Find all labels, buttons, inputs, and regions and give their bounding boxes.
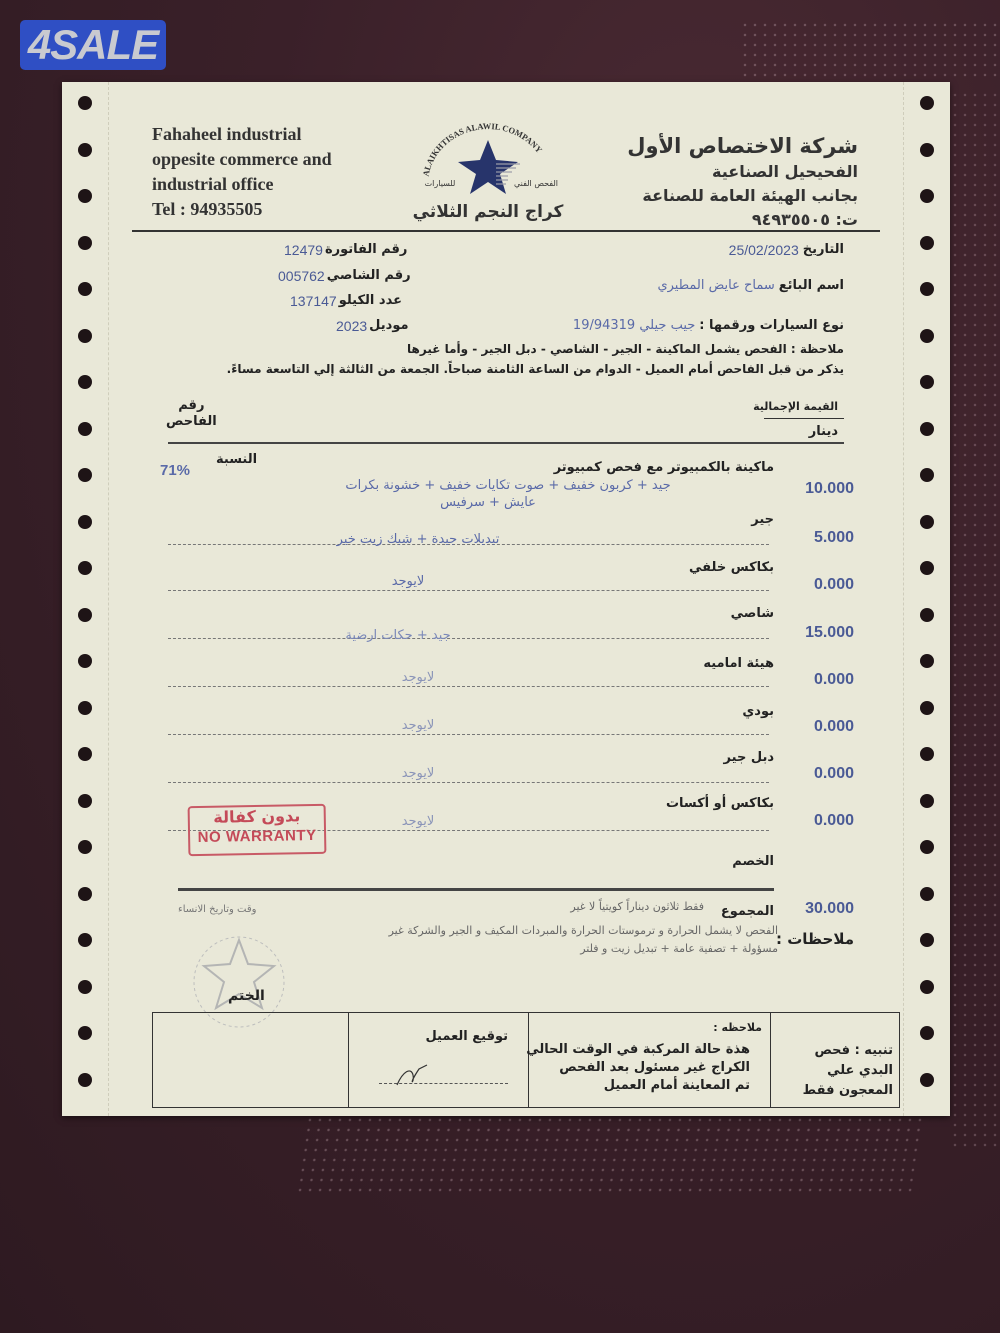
chassis-field: رقم الشاصي 005762 — [278, 268, 411, 284]
tractor-hole — [920, 515, 934, 529]
tractor-hole — [920, 422, 934, 436]
signature-scribble-icon — [393, 1061, 433, 1091]
tractor-hole — [78, 143, 92, 157]
tractor-hole — [78, 329, 92, 343]
discount-label: الخصم — [732, 854, 774, 869]
seat-texture — [294, 1115, 925, 1195]
tractor-hole — [920, 840, 934, 854]
svg-text:الفحص الفني: الفحص الفني — [513, 179, 559, 188]
tractor-hole — [78, 375, 92, 389]
ratio-value: 71% — [160, 462, 191, 479]
tractor-hole — [920, 329, 934, 343]
star-icon — [408, 122, 568, 202]
tractor-hole — [920, 747, 934, 761]
tractor-hole — [920, 189, 934, 203]
tractor-hole — [920, 282, 934, 296]
total-amount: 30.000 — [805, 900, 854, 917]
total-label: المجموع — [720, 904, 774, 919]
tractor-hole — [920, 96, 934, 110]
ratio-label: النسبة — [216, 452, 258, 467]
tractor-strip-right — [903, 82, 950, 1116]
signature-label: توقيع العميل — [425, 1029, 508, 1044]
tractor-hole — [920, 794, 934, 808]
tractor-hole — [78, 561, 92, 575]
signature-cell — [349, 1013, 529, 1107]
tractor-hole — [78, 515, 92, 529]
tractor-hole — [78, 794, 92, 808]
inspector-number-header: رقم الفاحص — [166, 398, 217, 429]
seal-cell — [153, 1013, 349, 1107]
header-divider — [132, 230, 880, 232]
total-value-header: القيمة الإجمالية — [753, 400, 838, 413]
tractor-hole — [920, 1073, 934, 1087]
tractor-hole — [78, 747, 92, 761]
invoice-content: Fahaheel industrial oppesite commerce and industrial office Tel : 94935505 ALAIKHTISAS ALAWIL COMPANY للسيارات الفحص الفني كراج النجم الثلاثي شركة الاختصاص الأول الفحيحيل الصناعية بجانب الهيئة العامة للصناعة ت: ٩٤٩٣٥٥٠٥ التاريخ 25/02/2023 اسم البائع سماح عايض المطيري نوع السيارات ورقمها : جيب جيلي 19/94319 رقم الفاتورة 12479 رقم الشاصي 005762 عدد الكيلو 137147 موديل 2023 ملاحظة : الفحص يشمل الماكينة - الجير - الشاصي - دبل الجير - وأما غيرها يذكر من قبل الفاحص أمام العميل - الدوام من الساعة الثامنة صباحاً. الجمعة من الثالثة إلي التاسعة مساءً. القيمة الإجمالية دينار رقم الفاحص النسبة 71% ماكينة بالكمبيوتر مع فحص كمبيوتر 10.000 جيد + كربون خفيف + صوت تكايات خفيف + خشونة بكرات عايش + سرفيس جير 5.000 تبديلات جيدة + شبك زيت خير بكاكس خلفي 0.000 لايوجد شاصي 15.000 جيد + حكات ارضية هيئة اماميه 0.000 لايوجد بودي 0.000 لايوجد دبل جير 0.000 لايوجد بكاكس أو أكسات 0.000 لايوجد بدون كفالة NO WARRANTY الخصم المجموع فقط ثلاثون ديناراً كويتياً لا غير 30.000 ملاحظات : الفحص لا يشمل الحرارة و ترموستات الحرارة والمبردات المكيف و الجير والشركة غير مسؤولة + تصفية عامة + تبديل زيت و فلتر وقت وتاريخ الانساء الختم توقيع العميل ملاحظه : هذة حالة المركبة في الوقت الحالي الكراج غير مسئول بعد الفحص تم المعاينة أمام العميل تنبيه : فحص البدي علي المعجون فقط — [108, 82, 904, 1116]
note-title: ملاحظه : — [713, 1021, 762, 1034]
remarks-line-2: مسؤولة + تصفية عامة + تبديل زيت و فلتر — [580, 942, 778, 955]
inspection-note-1: ملاحظة : الفحص يشمل الماكينة - الجير - الشاصي - دبل الجير - وأما غيرها — [407, 342, 844, 356]
tractor-hole — [78, 236, 92, 250]
tractor-strip-left — [62, 82, 109, 1116]
tractor-hole — [78, 96, 92, 110]
tractor-hole — [78, 933, 92, 947]
watermark-logo: 4SALE — [20, 20, 166, 70]
total-divider — [178, 888, 774, 891]
tractor-hole — [920, 608, 934, 622]
tractor-hole — [78, 1026, 92, 1040]
currency-header: دينار — [808, 424, 838, 439]
table-header-divider — [168, 442, 844, 444]
inspection-note-2: يذكر من قبل الفاحص أمام العميل - الدوام من الساعة الثامنة صباحاً. الجمعة من الثالثة إلي التاسعة مساءً. — [226, 362, 844, 376]
note-cell — [526, 1013, 771, 1107]
remarks-line-1: الفحص لا يشمل الحرارة و ترموستات الحرارة والمبردات المكيف و الجير والشركة غير — [388, 924, 778, 937]
km-field: عدد الكيلو 137147 — [290, 293, 402, 309]
remarks-label: ملاحظات : — [775, 930, 854, 948]
company-logo: ALAIKHTISAS ALAWIL COMPANY للسيارات الفحص الفني كراج النجم الثلاثي — [408, 122, 568, 222]
tractor-hole — [78, 468, 92, 482]
invoice-number-field: رقم الفاتورة 12479 — [284, 242, 408, 258]
model-field: موديل 2023 — [336, 318, 409, 334]
tractor-hole — [920, 468, 934, 482]
warning-cell — [771, 1013, 899, 1107]
tractor-hole — [78, 189, 92, 203]
footer-box — [152, 1012, 900, 1108]
tractor-hole — [78, 1073, 92, 1087]
no-warranty-stamp: بدون كفالة NO WARRANTY — [188, 804, 327, 856]
seal-caption: وقت وتاريخ الانساء — [178, 904, 257, 915]
seat-texture — [740, 20, 1000, 80]
english-address: Fahaheel industrial oppesite commerce and industrial office Tel : 94935505 — [152, 124, 332, 219]
tractor-hole — [78, 887, 92, 901]
svg-text:ALAIKHTISAS ALAWIL COMPANY: ALAIKHTISAS ALAWIL COMPANY — [420, 122, 545, 178]
date-field: التاريخ 25/02/2023 — [728, 242, 844, 258]
car-field: نوع السيارات ورقمها : جيب جيلي 19/94319 — [572, 318, 844, 333]
tractor-hole — [920, 143, 934, 157]
seat-texture — [950, 90, 1000, 1150]
tractor-hole — [920, 654, 934, 668]
warning-text: تنبيه : فحص البدي علي المعجون فقط — [802, 1043, 893, 1098]
tractor-hole — [920, 375, 934, 389]
tractor-hole — [920, 933, 934, 947]
total-in-words: فقط ثلاثون ديناراً كويتياً لا غير — [570, 900, 704, 913]
tractor-hole — [78, 840, 92, 854]
tractor-hole — [78, 980, 92, 994]
tractor-hole — [920, 1026, 934, 1040]
seal-label: الختم — [228, 988, 265, 1004]
tractor-hole — [920, 701, 934, 715]
header-underline — [764, 418, 844, 419]
tractor-hole — [920, 980, 934, 994]
arabic-company-header: شركة الاختصاص الأول الفحيحيل الصناعية بجانب الهيئة العامة للصناعة ت: ٩٤٩٣٥٥٠٥ — [627, 134, 858, 229]
tractor-hole — [78, 608, 92, 622]
tractor-hole — [78, 422, 92, 436]
seller-field: اسم البائع سماح عايض المطيري — [657, 278, 844, 293]
note-lines: هذة حالة المركبة في الوقت الحالي الكراج غير مسئول بعد الفحص تم المعاينة أمام العميل — [526, 1042, 750, 1093]
tractor-hole — [920, 561, 934, 575]
tractor-hole — [78, 701, 92, 715]
svg-text:للسيارات: للسيارات — [424, 179, 456, 188]
tractor-hole — [920, 236, 934, 250]
tractor-hole — [920, 887, 934, 901]
tractor-hole — [78, 282, 92, 296]
inspection-invoice — [62, 82, 950, 1116]
tractor-hole — [78, 654, 92, 668]
